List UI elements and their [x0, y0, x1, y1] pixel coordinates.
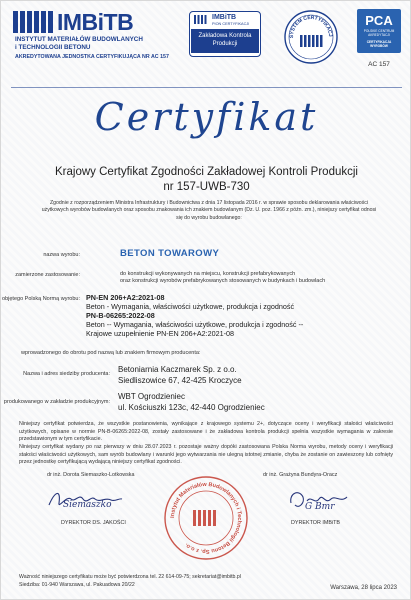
certificate-body-paragraph1: Niniejszy certyfikat potwierdza, że wszystkie postanowienia, wynikające z krajowego systemu 2+, dotyczące oceny i weryfikacji stałości właściwości użytkowych, opisane w normie PN-B-06265:2022-08, zostały zastosowane i że zakładowa kontrola produkcji spełnia wszystkie wymagania w zakresie przedstawionym w tym certyfikacie. [19, 421, 393, 443]
big-seal-text: Instytut Materiałów Budowlanych i Technologii Betonu Sp. z o.o. [169, 481, 243, 555]
imbitb-official-seal-icon [163, 475, 249, 561]
logo-institute-line2: i TECHNOLOGII BETONU [15, 44, 91, 51]
standard-label: objętego Polską Normą wyrobu: [2, 296, 80, 302]
imbitb-logo [11, 9, 176, 75]
right-signature-script: G Bmr [305, 502, 335, 512]
intended-use-line2: oraz konstrukcji wyrobów prefabrykowanych stosowanych w budynkach i budowlach [120, 278, 326, 284]
right-signatory-name: dr inż. Grażyna Bundyra-Oracz [263, 472, 338, 478]
pca-number: AC 157 [368, 61, 390, 68]
right-signature [285, 485, 365, 513]
header-divider [11, 87, 402, 88]
left-signature-script: Siemaszko [63, 500, 112, 510]
product-name: BETON TOWAROWY [120, 248, 220, 259]
logo-name: IMBiTB [57, 9, 134, 35]
logo-accreditation: AKREDYTOWANA JEDNOSTKA CERTYFIKUJĄCA NR AC 157 [15, 54, 169, 60]
zkp-badge-subtitle: PION CERTYFIKACJI [212, 22, 250, 26]
left-signature [45, 485, 125, 513]
plant-label: produkowanego w zakładzie produkcyjnym: [3, 399, 110, 405]
subtitle-line2: nr 157-UWB-730 [163, 181, 250, 193]
logo-institute-line1: INSTYTUT MATERIAŁÓW BUDOWLANYCH [15, 36, 143, 43]
standard-line3: PN-B-06265:2022-08 [86, 311, 155, 320]
certificate-header [11, 9, 401, 79]
pca-subtitle: POLSKIE CENTRUM AKREDYTACJI [363, 29, 395, 37]
zkp-badge-text-2: Produkcji [212, 41, 238, 47]
right-signatory-role: DYREKTOR IMBiTB [291, 520, 341, 526]
market-label: wprowadzonego do obrotu pod nazwą lub znakiem firmowym producenta: [21, 350, 201, 356]
pca-certification: CERTYFIKACJA WYROBÓW [366, 40, 392, 48]
left-signatory-name: dr inż. Dorota Siemaszko-Lotkowska [47, 472, 135, 478]
producer-line2: Siedliszowice 67, 42-425 Kroczyce [118, 376, 242, 385]
standard-line1: PN-EN 206+A2:2021-08 [86, 293, 165, 302]
issue-date: Warszawa, 28 lipca 2023 [330, 585, 397, 591]
certificate-title: Certyfikat [94, 95, 319, 139]
plant-line1: WBT Ogrodzieniec [118, 392, 185, 401]
standard-line4: Beton -- Wymagania, właściwości użytkowe, produkcja i zgodność -- [86, 320, 304, 329]
standard-line2: Beton - Wymagania, właściwości użytkowe, produkcja i zgodność [86, 302, 295, 311]
footer-verification: Ważność niniejszego certyfikatu może być potwierdzona tel. 22 614-09-75; sekretariat@imbitb.pl [19, 574, 241, 580]
intended-use-line1: do konstrukcji wykonywanych na miejscu, konstrukcji prefabrykowanych [120, 271, 296, 277]
standard-line5: Krajowe uzupełnienie PN-EN 206+A2:2021-08 [86, 329, 235, 338]
producer-label: Nazwa i adres siedziby producenta: [23, 371, 110, 377]
footer-address: Siedziba: 01-940 Warszawa, ul. Pakuadowa 20/22 [19, 582, 135, 588]
imbitb-logo-mark-icon [13, 11, 55, 33]
producer-line1: Betoniarnia Kaczmarek Sp. z o.o. [118, 365, 237, 374]
legal-basis-text: Zgodnie z rozporządzeniem Ministra Infrastruktury i Budownictwa z dnia 17 listopada 2016 r. w sprawie sposobu deklarowania właściwości użytkowych wyrobów budowlanych oraz sposobu znakowania ich znakiem budowlanym (Dz. U. poz. 1966 z późn. zm.), niniejszy certyfikat odnosi się do wyrobu budowlanego: [41, 200, 377, 221]
certification-system-seal-icon [283, 9, 339, 65]
left-signatory-role: DYREKTOR DS. JAKOŚCI [61, 520, 126, 526]
product-name-label: nazwa wyrobu: [43, 252, 80, 258]
svg-text:Instytut Materiałów Budowlanyc [170, 482, 242, 554]
zkp-badge-text-1: Zakładowa Kontrola [198, 33, 252, 39]
certificate-body-paragraph2: Niniejszy certyfikat wydany po raz pierwszy w dniu 28.07.2023 r. pozostaje ważny dopóki zastosowana Polska Norma wyrobu, metody oceny i weryfikacji stałości właściwości użytkowych, sam wyrób budowlany i warunki jego wytwarzania nie ulegną istotnej zmianie, chyba że zostanie on zawieszony lub cofnięty przez jednostkę certyfikującą wydającą niniejszy certyfikat zgodności. [19, 444, 393, 466]
subtitle-line1: Krajowy Certyfikat Zgodności Zakładowej Kontroli Produkcji [55, 166, 358, 178]
zkp-badge-title: IMBiTB [212, 14, 237, 21]
certificate-subtitle [1, 165, 411, 195]
pca-accreditation-mark [357, 9, 401, 81]
plant-line2: ul. Kościuszki 123c, 42-440 Ogrodzieniec [118, 403, 265, 412]
zkp-badge-bar [191, 29, 259, 53]
zkp-badge [189, 11, 261, 57]
pca-word: PCA [365, 13, 393, 28]
seal-small-text: SYSTEM CERTYFIKACJ [288, 14, 334, 39]
intended-use-label: zamierzone zastosowanie: [15, 272, 80, 278]
